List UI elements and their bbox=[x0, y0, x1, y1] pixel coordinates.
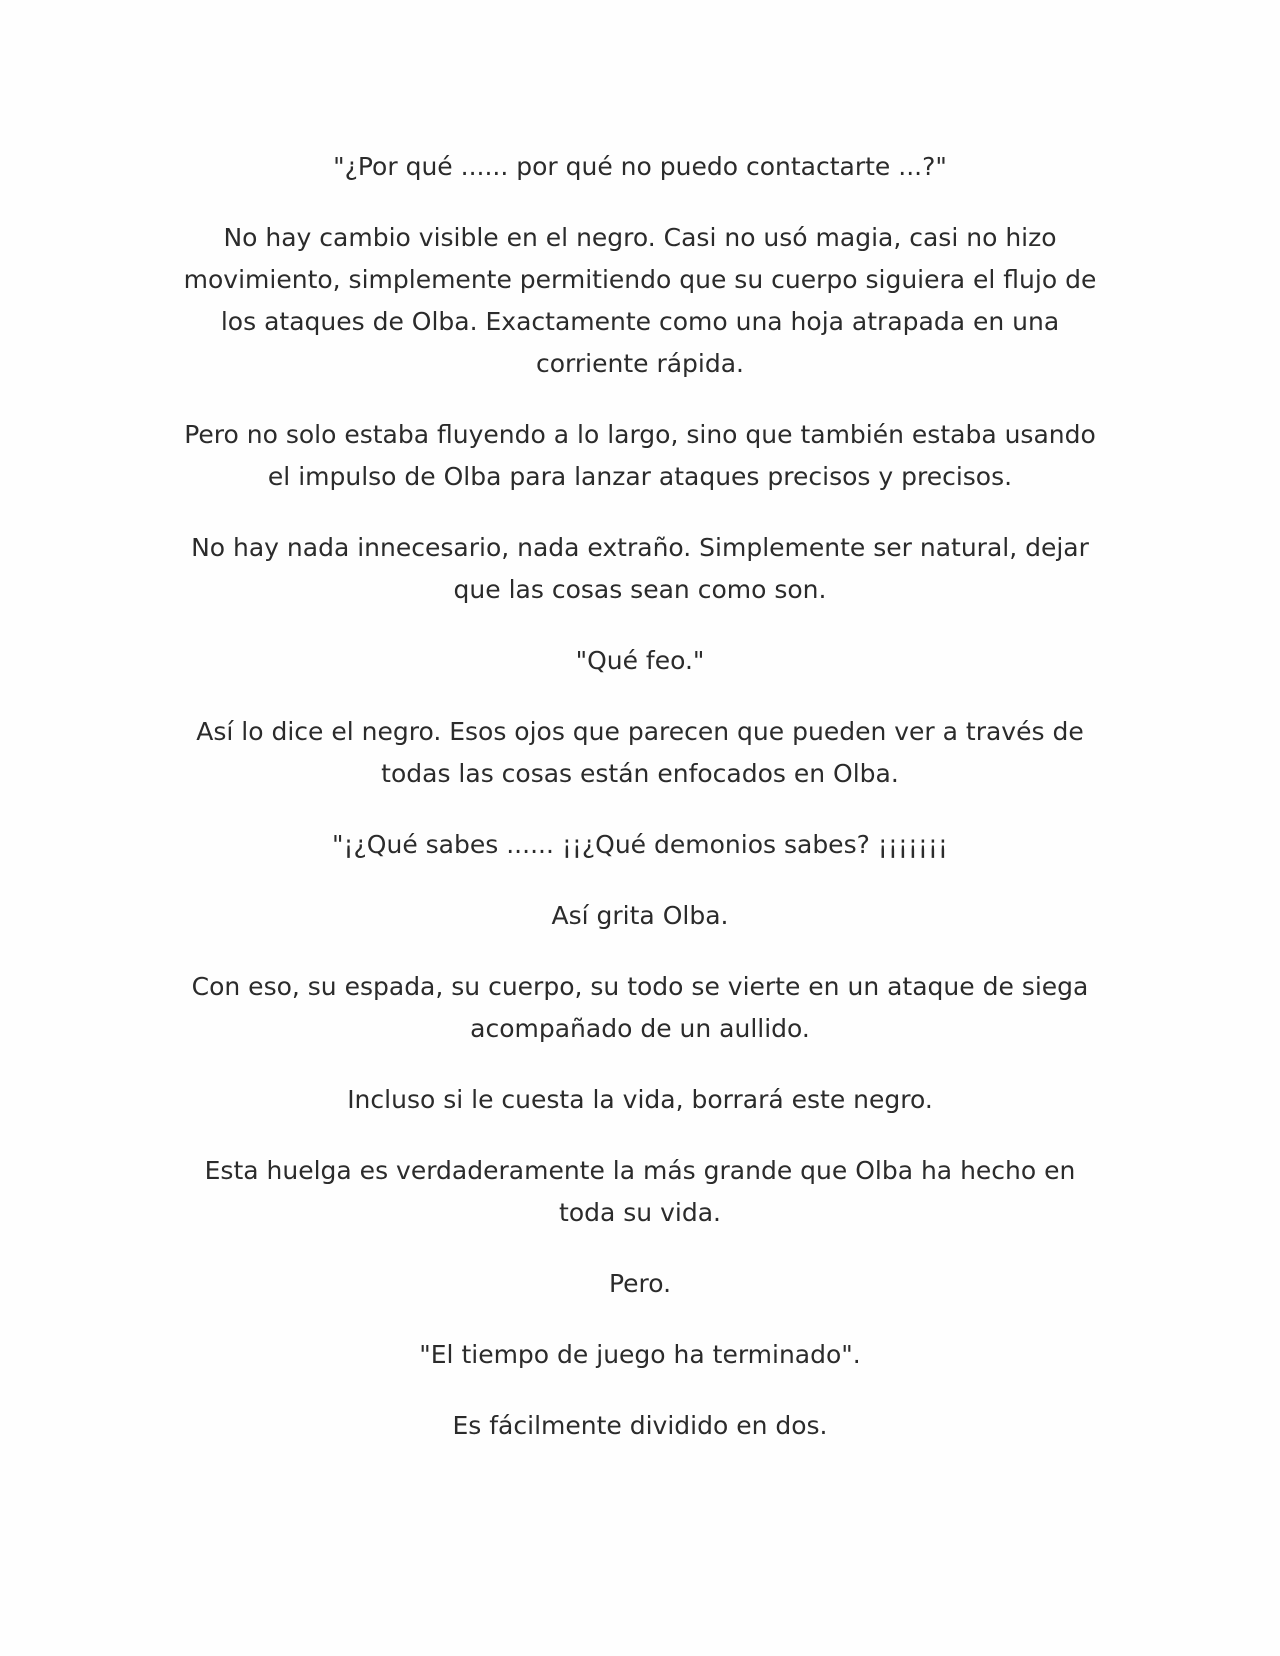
paragraph-2: No hay cambio visible en el negro. Casi no usó magia, casi no hizo movimiento, simplemente permitiendo que su cuerpo siguiera el flujo de los ataques de Olba. Exactamente como una hoja atrapada en una corriente rápida. bbox=[183, 223, 1097, 378]
paragraph-1: "¿Por qué ...... por qué no puedo contactarte ...?" bbox=[333, 152, 947, 181]
paragraph-5: "Qué feo." bbox=[575, 646, 705, 675]
paragraph-3: Pero no solo estaba fluyendo a lo largo, sino que también estaba usando el impulso de Olba para lanzar ataques precisos y precisos. bbox=[184, 420, 1096, 491]
paragraph-4: No hay nada innecesario, nada extraño. Simplemente ser natural, dejar que las cosas sean como son. bbox=[191, 533, 1089, 604]
paragraph-7: "¡¿Qué sabes ...... ¡¡¿Qué demonios sabes? ¡¡¡¡¡¡¡ bbox=[332, 830, 948, 859]
paragraph-10: Incluso si le cuesta la vida, borrará este negro. bbox=[347, 1085, 933, 1114]
paragraph-8: Así grita Olba. bbox=[551, 901, 729, 930]
paragraph-6: Así lo dice el negro. Esos ojos que parecen que pueden ver a través de todas las cosas están enfocados en Olba. bbox=[196, 717, 1084, 788]
text-body bbox=[175, 146, 1105, 1476]
paragraph-11: Esta huelga es verdaderamente la más grande que Olba ha hecho en toda su vida. bbox=[204, 1156, 1076, 1227]
paragraph-9: Con eso, su espada, su cuerpo, su todo se vierte en un ataque de siega acompañado de un aullido. bbox=[191, 972, 1089, 1043]
paragraph-12: Pero. bbox=[608, 1269, 672, 1298]
paragraph-13: "El tiempo de juego ha terminado". bbox=[419, 1340, 861, 1369]
paragraph-14: Es fácilmente dividido en dos. bbox=[452, 1411, 828, 1440]
